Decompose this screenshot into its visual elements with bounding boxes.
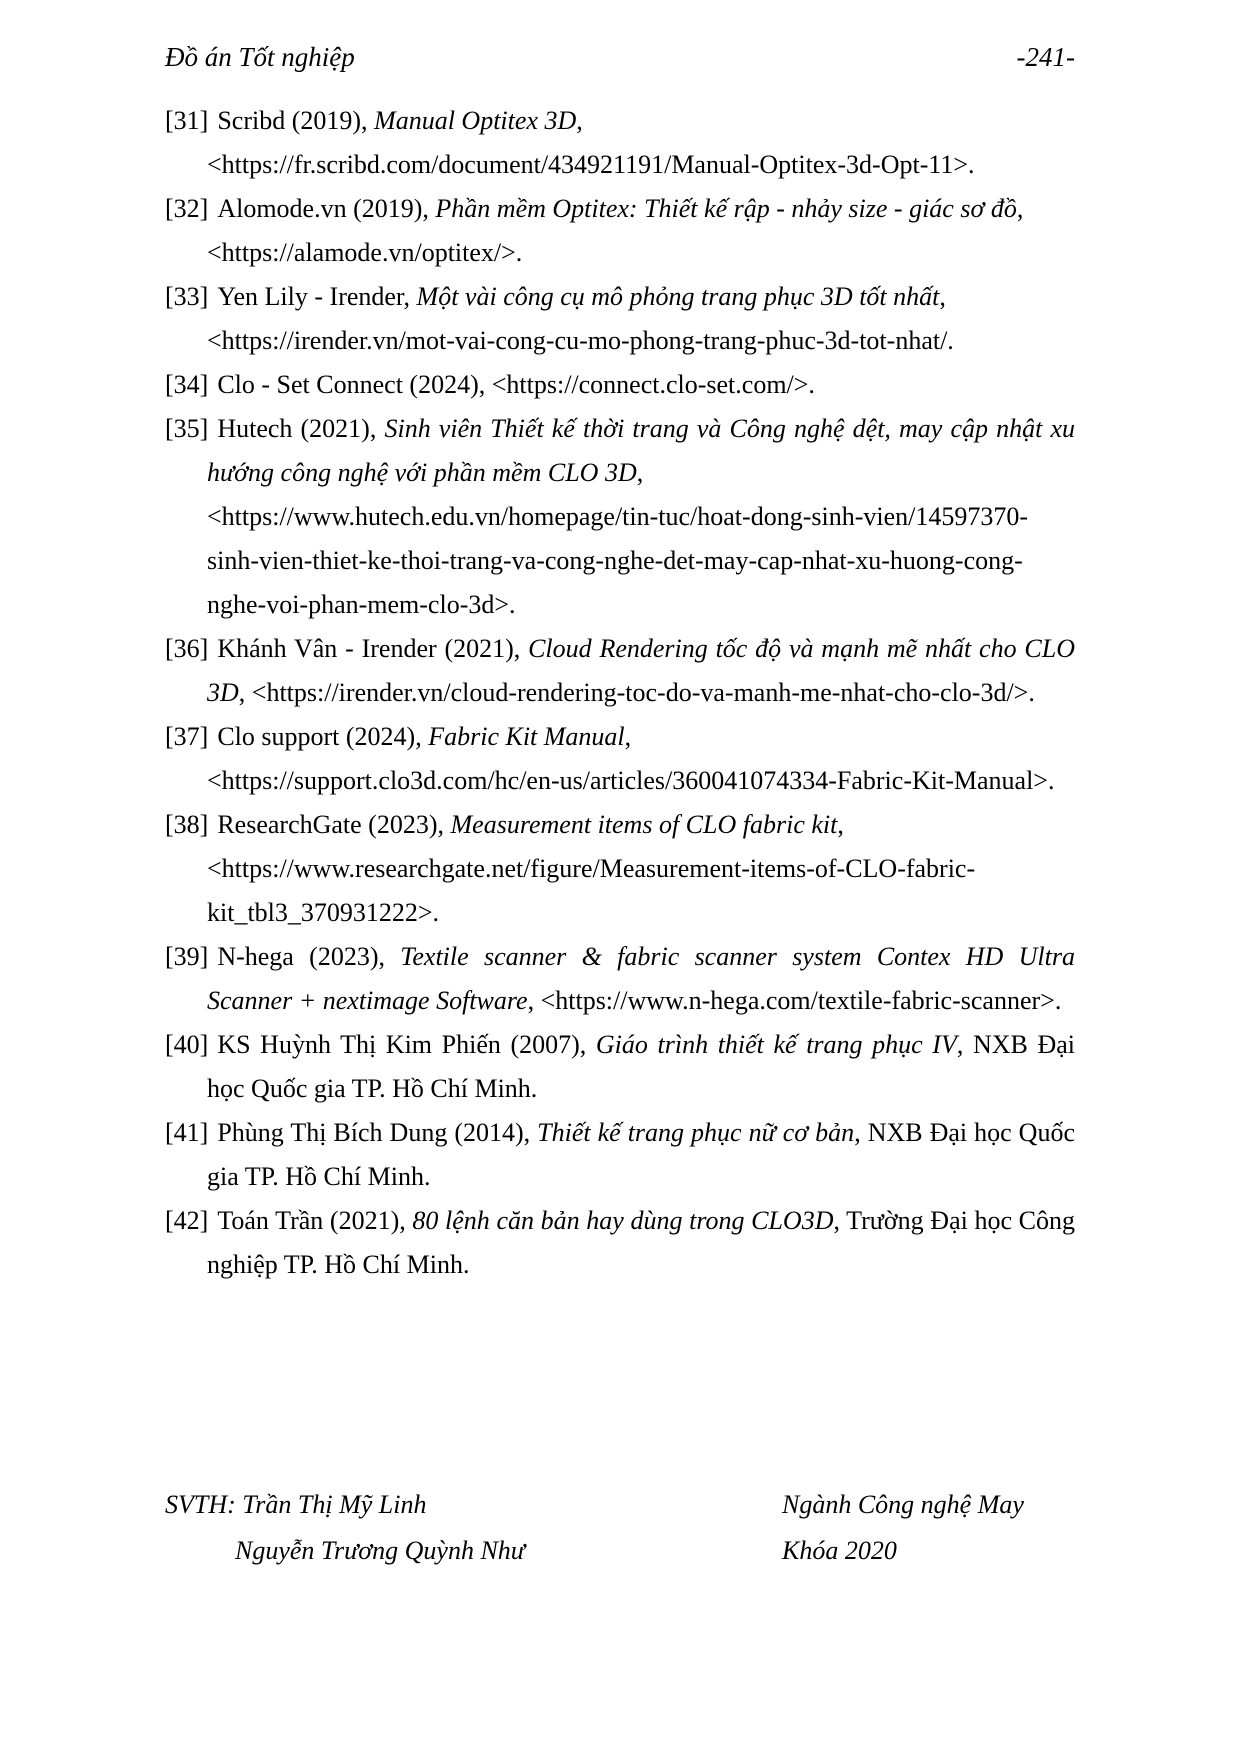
reference-number: [36] bbox=[165, 634, 209, 663]
reference-text: , bbox=[837, 810, 844, 839]
reference-number: [31] bbox=[165, 106, 209, 135]
reference-title: Fabric Kit Manual bbox=[428, 722, 625, 751]
footer-major: Ngành Công nghệ May bbox=[782, 1490, 1024, 1519]
reference-body bbox=[207, 810, 975, 927]
reference-number: [41] bbox=[165, 1118, 209, 1147]
reference-url: <https://irender.vn/mot-vai-cong-cu-mo-phong-trang-phuc-3d-tot-nhat/. bbox=[207, 326, 954, 355]
reference-item bbox=[165, 715, 1075, 803]
reference-body bbox=[207, 1030, 1075, 1103]
reference-number: [42] bbox=[165, 1206, 209, 1235]
footer-student-2: Nguyễn Trương Quỳnh Như bbox=[235, 1536, 525, 1565]
reference-body bbox=[207, 634, 1075, 707]
reference-body bbox=[207, 282, 954, 355]
reference-title: Textile scanner & fabric scanner system Contex HD Ultra Scanner + nextimage Software bbox=[207, 942, 1075, 1015]
reference-number: [34] bbox=[165, 370, 209, 399]
reference-text: Hutech (2021), bbox=[217, 414, 385, 443]
reference-url: , <https://irender.vn/cloud-rendering-toc-do-va-manh-me-nhat-cho-clo-3d/>. bbox=[238, 678, 1035, 707]
reference-item bbox=[165, 1111, 1075, 1199]
reference-url: , <https://www.n-hega.com/textile-fabric-scanner>. bbox=[527, 986, 1062, 1015]
reference-text: Yen Lily - Irender, bbox=[217, 282, 417, 311]
reference-text: , bbox=[636, 458, 644, 487]
reference-text: Phùng Thị Bích Dung (2014), bbox=[217, 1118, 538, 1147]
reference-url: <https://support.clo3d.com/hc/en-us/articles/360041074334-Fabric-Kit-Manual>. bbox=[207, 766, 1055, 795]
reference-list bbox=[165, 99, 1075, 1287]
reference-text: ResearchGate (2023), bbox=[217, 810, 451, 839]
page-header bbox=[165, 42, 1075, 73]
reference-url: <https://fr.scribd.com/document/434921191/Manual-Optitex-3d-Opt-11>. bbox=[207, 150, 975, 179]
reference-number: [37] bbox=[165, 722, 209, 751]
reference-body bbox=[207, 1206, 1075, 1279]
reference-title: Phần mềm Optitex: Thiết kế rập - nhảy size - giác sơ đồ bbox=[435, 194, 1017, 223]
reference-item bbox=[165, 187, 1075, 275]
footer-row-1 bbox=[165, 1482, 1075, 1528]
reference-text: N-hega (2023), bbox=[217, 942, 401, 971]
document-title: Đồ án Tốt nghiệp bbox=[165, 42, 355, 72]
reference-number: [40] bbox=[165, 1030, 209, 1059]
reference-text: , bbox=[1016, 194, 1024, 223]
reference-body bbox=[207, 722, 1054, 795]
footer-row-2 bbox=[165, 1528, 1075, 1574]
reference-text: , NXB Đại học Quốc gia TP. Hồ Chí Minh. bbox=[207, 1118, 1075, 1191]
reference-title: Measurement items of CLO fabric kit bbox=[450, 810, 838, 839]
reference-text: , bbox=[624, 722, 632, 751]
reference-item bbox=[165, 1023, 1075, 1111]
reference-url: <https://alamode.vn/optitex/>. bbox=[207, 238, 523, 267]
reference-body bbox=[207, 414, 1075, 619]
reference-item bbox=[165, 275, 1075, 363]
reference-item bbox=[165, 1199, 1075, 1287]
reference-body bbox=[207, 942, 1075, 1015]
reference-title: Sinh viên Thiết kế thời trang và Công nghệ dệt, may cập nhật xu hướng công nghệ với phần mềm CLO 3D bbox=[207, 414, 1075, 487]
reference-url: <https://www.researchgate.net/figure/Measurement-items-of-CLO-fabric-kit_tbl3_370931222>. bbox=[207, 854, 976, 927]
page-footer bbox=[165, 1482, 1075, 1574]
reference-item bbox=[165, 935, 1075, 1023]
reference-body bbox=[207, 1118, 1075, 1191]
reference-url: <https://www.hutech.edu.vn/homepage/tin-tuc/hoat-dong-sinh-vien/14597370-sinh-vien-thiet-ke-thoi-trang-va-cong-nghe-det-may-cap-nhat-xu-huong-cong-nghe-voi-phan-mem-clo-3d>. bbox=[207, 502, 1028, 619]
reference-number: [39] bbox=[165, 942, 209, 971]
reference-title: Thiết kế trang phục nữ cơ bản bbox=[537, 1118, 855, 1147]
reference-number: [35] bbox=[165, 414, 209, 443]
reference-number: [38] bbox=[165, 810, 209, 839]
reference-item bbox=[165, 627, 1075, 715]
reference-text: , NXB Đại học Quốc gia TP. Hồ Chí Minh. bbox=[207, 1030, 1075, 1103]
reference-title: Manual Optitex 3D bbox=[374, 106, 577, 135]
reference-url: Clo - Set Connect (2024), <https://connect.clo-set.com/>. bbox=[217, 370, 815, 399]
reference-number: [33] bbox=[165, 282, 209, 311]
reference-item bbox=[165, 363, 1075, 407]
reference-title: Một vài công cụ mô phỏng trang phục 3D tốt nhất bbox=[416, 282, 940, 311]
footer-student-1: SVTH: Trần Thị Mỹ Linh bbox=[165, 1490, 427, 1519]
reference-title: Giáo trình thiết kế trang phục IV bbox=[595, 1030, 957, 1059]
reference-body bbox=[207, 106, 975, 179]
reference-title: Cloud Rendering tốc độ và mạnh mẽ nhất cho CLO 3D bbox=[207, 634, 1075, 707]
reference-item bbox=[165, 803, 1075, 935]
footer-cohort: Khóa 2020 bbox=[782, 1536, 897, 1565]
reference-text: KS Huỳnh Thị Kim Phiến (2007), bbox=[217, 1030, 596, 1059]
reference-text: , bbox=[939, 282, 946, 311]
reference-text: Alomode.vn (2019), bbox=[217, 194, 436, 223]
reference-text: , Trường Đại học Công nghiệp TP. Hồ Chí Minh. bbox=[207, 1206, 1076, 1279]
reference-text: Scribd (2019), bbox=[217, 106, 375, 135]
reference-body bbox=[217, 370, 815, 399]
reference-title: 80 lệnh căn bản hay dùng trong CLO3D bbox=[412, 1206, 834, 1235]
reference-body bbox=[207, 194, 1023, 267]
reference-item bbox=[165, 99, 1075, 187]
reference-text: Clo support (2024), bbox=[217, 722, 429, 751]
reference-text: Khánh Vân - Irender (2021), bbox=[217, 634, 529, 663]
reference-number: [32] bbox=[165, 194, 209, 223]
reference-item bbox=[165, 407, 1075, 627]
reference-text: Toán Trần (2021), bbox=[217, 1206, 413, 1235]
page-number: -241- bbox=[1016, 42, 1075, 72]
reference-text: , bbox=[576, 106, 583, 135]
